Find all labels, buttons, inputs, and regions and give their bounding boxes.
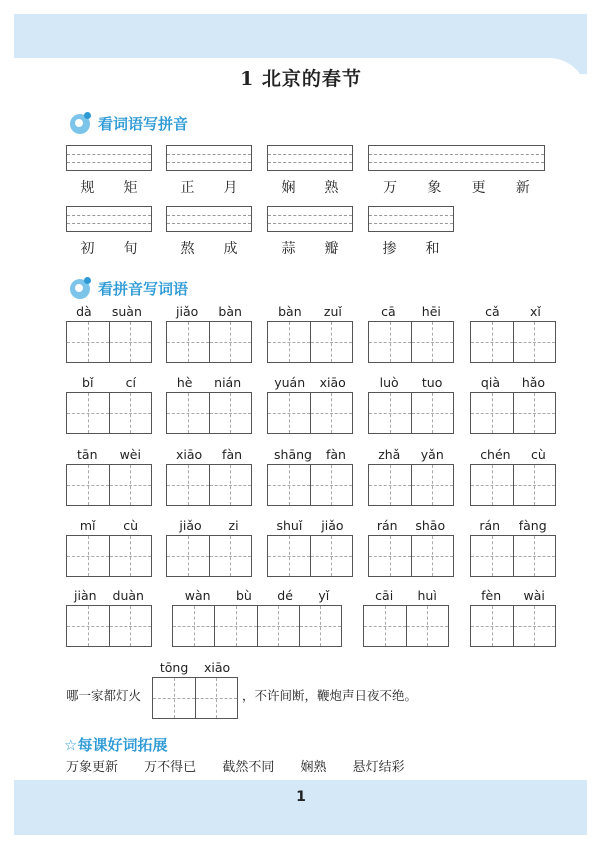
- vocab-word: 掺 和: [382, 241, 440, 257]
- sentence-after: ，不许间断，鞭炮声日夜不绝。: [242, 688, 418, 703]
- pinyin-writing-box[interactable]: [267, 206, 353, 232]
- pinyin-prompt: chén cù: [480, 447, 546, 462]
- character-grid[interactable]: [267, 321, 353, 363]
- sentence-before: 哪一家都灯火: [66, 688, 142, 703]
- pinyin-prompt: luò tuo: [379, 375, 443, 390]
- vocab-word: 万 象 更 新: [383, 180, 530, 196]
- character-grid[interactable]: [166, 392, 252, 434]
- top-band: [14, 14, 587, 64]
- character-grid[interactable]: [166, 321, 252, 363]
- idiom: 截然不同: [222, 760, 275, 775]
- character-grid[interactable]: [152, 677, 238, 719]
- character-grid[interactable]: [470, 464, 556, 506]
- idiom: 娴熟: [300, 760, 327, 775]
- pinyin-prompt: qià hǎo: [480, 375, 546, 390]
- pinyin-prompt: shuǐ jiǎo: [276, 518, 344, 533]
- pinyin-prompt: rán fàng: [479, 518, 547, 533]
- vocab-word: 规 矩: [80, 180, 138, 196]
- pinyin-prompt: fèn wài: [481, 588, 545, 603]
- vocab-word: 正 月: [180, 180, 238, 196]
- pinyin-prompt: rán shāo: [376, 518, 446, 533]
- character-grid[interactable]: [368, 321, 454, 363]
- pinyin-prompt: cǎ xǐ: [485, 304, 541, 319]
- character-grid[interactable]: [470, 605, 556, 647]
- pinyin-prompt: mǐ cù: [79, 518, 139, 533]
- section-look-pinyin-write-words: [66, 275, 188, 301]
- section-look-words-write-pinyin: [66, 110, 188, 136]
- character-grid[interactable]: [363, 605, 449, 647]
- idiom: 万象更新: [66, 760, 119, 775]
- character-grid[interactable]: [368, 392, 454, 434]
- vocab-word: 熬 成: [180, 241, 238, 257]
- pinyin-prompt: cāi huì: [375, 588, 437, 603]
- character-grid[interactable]: [66, 535, 152, 577]
- pinyin-prompt: bǐ cí: [82, 375, 136, 390]
- pinyin-prompt: zhǎ yǎn: [378, 447, 444, 462]
- character-grid[interactable]: [470, 392, 556, 434]
- character-grid[interactable]: [166, 464, 252, 506]
- page-number: 1: [296, 789, 306, 805]
- character-grid[interactable]: [267, 535, 353, 577]
- character-grid[interactable]: [267, 392, 353, 434]
- pinyin-prompt: tān wèi: [77, 447, 141, 462]
- vocab-word: 蒜 瓣: [281, 241, 339, 257]
- pinyin-writing-box[interactable]: [368, 145, 545, 171]
- character-grid[interactable]: [66, 605, 152, 647]
- pinyin-prompt: yuán xiāo: [274, 375, 346, 390]
- pinyin-writing-box[interactable]: [368, 206, 454, 232]
- character-grid[interactable]: [368, 464, 454, 506]
- character-grid[interactable]: [66, 464, 152, 506]
- character-grid[interactable]: [267, 464, 353, 506]
- extension-title: ☆每课好词拓展: [64, 736, 168, 754]
- character-grid[interactable]: [470, 535, 556, 577]
- pinyin-prompt: wàn bù dé yǐ: [184, 588, 330, 603]
- character-grid[interactable]: [166, 535, 252, 577]
- pinyin-prompt: xiāo fàn: [175, 447, 243, 462]
- section-title: 看词语写拼音: [98, 114, 189, 133]
- pinyin-prompt: hè nián: [176, 375, 242, 390]
- pinyin-prompt: tōng xiāo: [159, 660, 231, 675]
- pinyin-writing-box[interactable]: [166, 145, 252, 171]
- pinyin-prompt: dà suàn: [76, 304, 142, 319]
- character-grid[interactable]: [172, 605, 342, 647]
- pinyin-prompt: jiǎo zi: [179, 518, 239, 533]
- idiom: 万不得已: [144, 760, 197, 775]
- character-grid[interactable]: [66, 321, 152, 363]
- panda-icon: [66, 110, 96, 136]
- section-title: 看拼音写词语: [98, 279, 189, 298]
- pinyin-writing-box[interactable]: [66, 145, 152, 171]
- pinyin-writing-box[interactable]: [166, 206, 252, 232]
- idiom: 悬灯结彩: [352, 760, 405, 775]
- character-grid[interactable]: [66, 392, 152, 434]
- pinyin-prompt: jiǎo bàn: [176, 304, 242, 319]
- idiom-list: [66, 756, 417, 775]
- pinyin-writing-box[interactable]: [66, 206, 152, 232]
- character-grid[interactable]: [368, 535, 454, 577]
- pinyin-prompt: cā hēi: [381, 304, 441, 319]
- pinyin-prompt: jiàn duàn: [74, 588, 144, 603]
- pinyin-prompt: bàn zuǐ: [278, 304, 342, 319]
- pinyin-prompt: shāng fàn: [274, 447, 346, 462]
- vocab-word: 娴 熟: [281, 180, 339, 196]
- panda-icon: [66, 275, 96, 301]
- pinyin-writing-box[interactable]: [267, 145, 353, 171]
- lesson-title: 1 北京的春节: [240, 68, 362, 90]
- character-grid[interactable]: [470, 321, 556, 363]
- vocab-word: 初 旬: [80, 241, 138, 257]
